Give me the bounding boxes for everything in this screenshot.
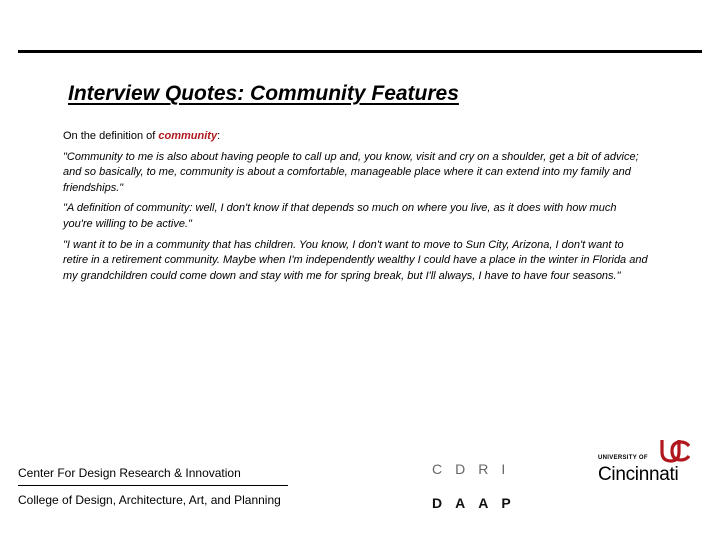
university-of-cincinnati-logo	[598, 437, 698, 483]
quote-3: "I want it to be in a community that has children. You know, I don't want to move to Sun City, Arizona, I don't want to retire in a retirement community. Maybe when I'm independently wealthy I could have a place in the winter in Florida and my grandchildren could come down and stay with me for spring break, but I'll always, I have to have four seasons."	[63, 238, 648, 282]
quote-2: "A definition of community: well, I don't know if that depends so much on where you live, as it does with how much you're willing to be active."	[63, 202, 617, 230]
cdri-logo: CDRI	[432, 461, 519, 477]
intro-suffix: :	[217, 130, 221, 142]
quote-1: "Community to me is also about having people to call up and, you know, visit and cry on a shoulder, get a bit of advice; and so basically, to me, community is about a comfortable, manageable place where it can extend into my family and friendships."	[63, 150, 639, 194]
uc-university-of: UNIVERSITY OF	[598, 455, 648, 461]
intro-line	[63, 129, 648, 145]
content	[63, 129, 648, 289]
footer-divider	[18, 485, 288, 486]
uc-mark-icon	[656, 437, 690, 465]
footer-college-name: College of Design, Architecture, Art, and Planning	[18, 493, 281, 507]
intro-keyword: community	[158, 130, 218, 142]
daap-logo: DAAP	[432, 495, 524, 511]
slide-title: Interview Quotes: Community Features	[68, 82, 459, 105]
top-rule	[18, 50, 702, 53]
uc-cincinnati: Cincinnati	[598, 464, 679, 485]
intro-prefix: On the definition of	[63, 130, 159, 142]
footer-center-name: Center For Design Research & Innovation	[18, 466, 241, 480]
